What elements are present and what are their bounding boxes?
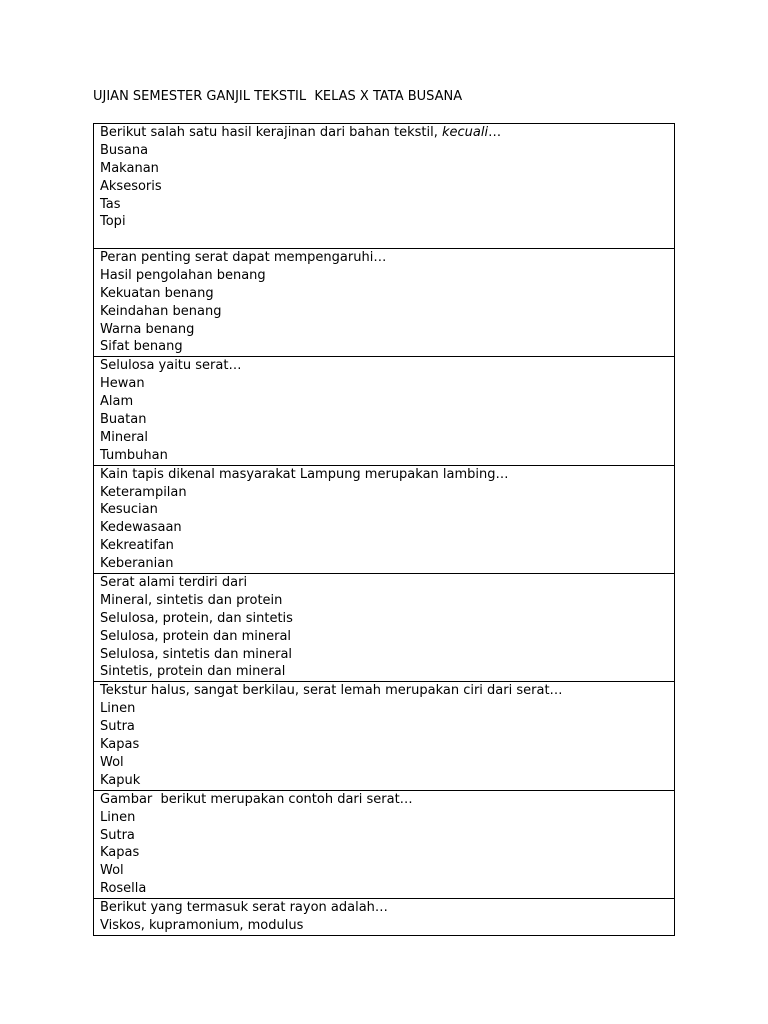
answer-option: Topi <box>100 214 126 230</box>
question-row <box>94 357 675 465</box>
answer-option: Rosella <box>100 881 147 897</box>
answer-option: Mineral <box>100 429 148 445</box>
answer-option: Viskos, kupramonium, modulus <box>100 917 304 933</box>
answer-option: Keberanian <box>100 556 174 572</box>
answer-option: Sutra <box>100 719 135 735</box>
answer-option: Selulosa, sintetis dan mineral <box>100 646 293 662</box>
answer-option: Mineral, sintetis dan protein <box>100 592 283 608</box>
question-cell <box>94 574 675 682</box>
answer-option: Selulosa, protein dan mineral <box>100 628 292 644</box>
answer-option: Kapas <box>100 845 140 861</box>
answer-option: Sutra <box>100 827 135 843</box>
question-stem-emphasis: kecuali <box>441 125 489 140</box>
answer-option: Alam <box>100 394 134 410</box>
question-cell <box>94 124 675 249</box>
answer-option: Kapuk <box>100 772 141 788</box>
answer-option: Wol <box>100 863 124 879</box>
question-stem: Selulosa yaitu serat… <box>100 358 242 374</box>
question-stem: Tekstur halus, sangat berkilau, serat lemah merupakan ciri dari serat… <box>100 683 563 699</box>
answer-option: Kedewasaan <box>100 520 182 536</box>
question-row <box>94 124 675 249</box>
answer-option: Hasil pengolahan benang <box>100 267 266 283</box>
question-row <box>94 465 675 573</box>
answer-option: Linen <box>100 701 136 717</box>
answer-option: Hewan <box>100 376 145 392</box>
question-row <box>94 574 675 682</box>
answer-option: Selulosa, protein, dan sintetis <box>100 610 293 626</box>
question-cell <box>94 357 675 465</box>
question-cell <box>94 790 675 898</box>
question-cell <box>94 465 675 573</box>
question-cell <box>94 249 675 357</box>
page-title: UJIAN SEMESTER GANJIL TEKSTIL KELAS X TATA BUSANA <box>93 89 463 104</box>
answer-option: Wol <box>100 754 124 770</box>
answer-option: Buatan <box>100 412 147 428</box>
question-row <box>94 682 675 790</box>
question-stem: Peran penting serat dapat mempengaruhi… <box>100 250 387 265</box>
question-stem: Berikut yang termasuk serat rayon adalah… <box>100 900 388 916</box>
question-table <box>93 123 675 936</box>
answer-option: Kekreatifan <box>100 538 174 554</box>
answer-option: Linen <box>100 809 136 825</box>
question-stem-text: Berikut salah satu hasil kerajinan dari bahan tekstil, <box>100 125 442 140</box>
question-row <box>94 899 675 936</box>
question-cell <box>94 899 675 936</box>
answer-option: Busana <box>100 142 149 158</box>
answer-option: Tumbuhan <box>100 447 168 463</box>
question-stem: Serat alami terdiri dari <box>100 575 248 591</box>
question-row <box>94 790 675 898</box>
question-stem: Gambar berikut merupakan contoh dari serat… <box>100 791 413 807</box>
question-stem: Kain tapis dikenal masyarakat Lampung merupakan lambing… <box>100 466 509 482</box>
answer-option: Keterampilan <box>100 484 187 500</box>
answer-option: Kesucian <box>100 502 158 518</box>
answer-option: Aksesoris <box>100 178 162 194</box>
answer-option: Makanan <box>100 160 159 176</box>
answer-option: Keindahan benang <box>100 303 222 319</box>
answer-option: Kapas <box>100 737 140 753</box>
question-stem-ellipsis: … <box>488 125 502 140</box>
answer-option: Warna benang <box>100 321 195 337</box>
question-stem <box>100 124 668 142</box>
question-cell <box>94 682 675 790</box>
question-row <box>94 249 675 357</box>
answer-option: Tas <box>100 196 121 212</box>
answer-option: Sintetis, protein dan mineral <box>100 664 286 680</box>
answer-option: Kekuatan benang <box>100 285 214 301</box>
answer-option: Sifat benang <box>100 339 183 355</box>
